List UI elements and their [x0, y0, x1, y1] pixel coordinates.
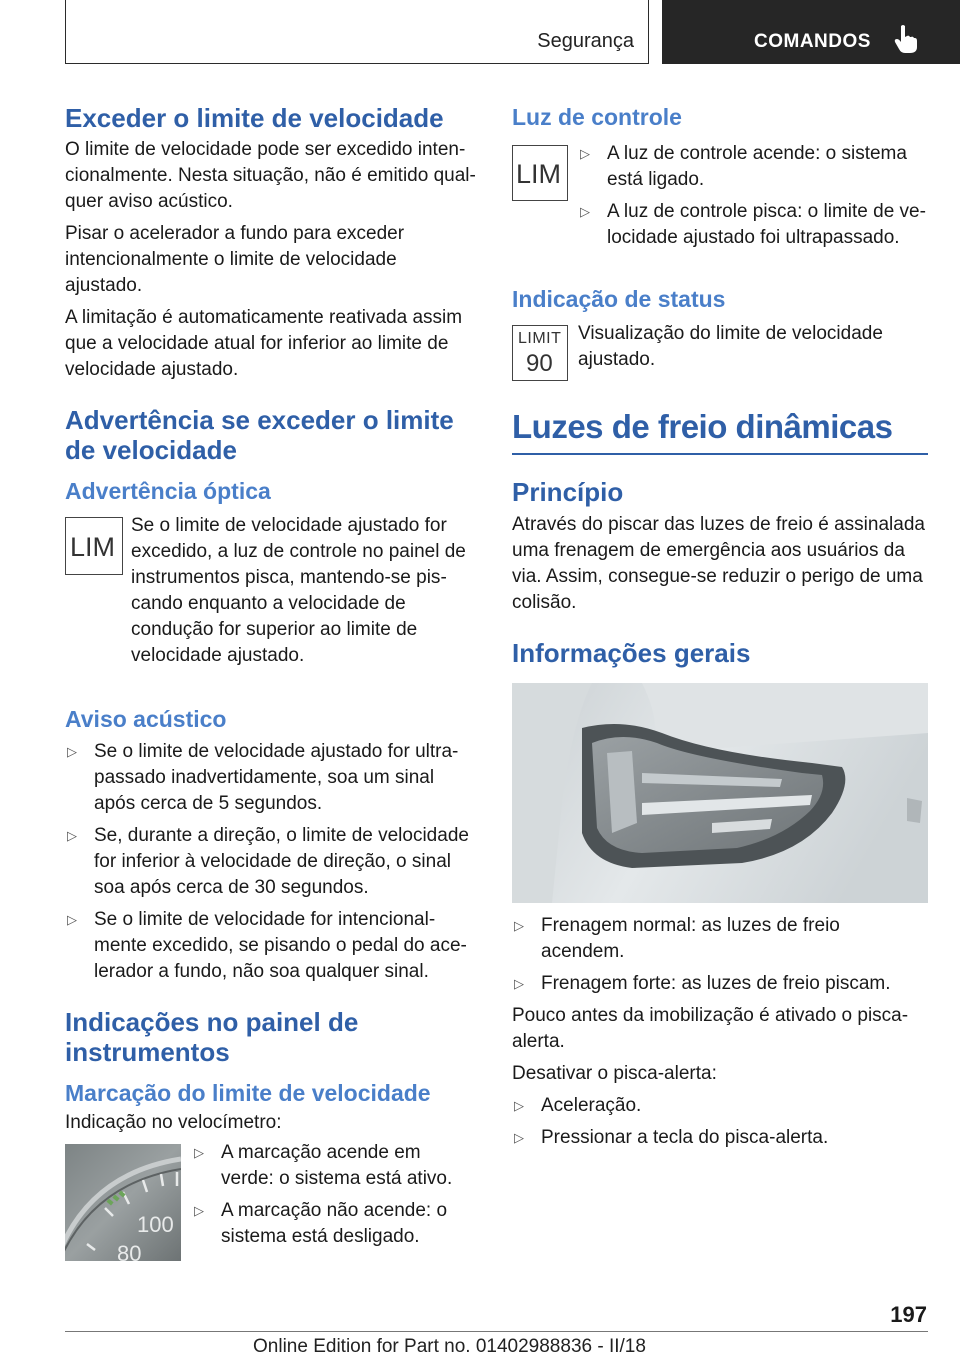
paragraph: Indicação no velocímetro: [65, 1112, 282, 1133]
heading-warning: Advertência se exceder o limite de velocidade [65, 405, 454, 465]
hazard-list [512, 1093, 928, 1151]
list-item: ▷ A marcação não acende: o sistema está desligado. [192, 1198, 478, 1250]
left-column [65, 103, 478, 1260]
heading-control-light: Luz de controle [512, 104, 682, 130]
control-light-block [512, 141, 928, 271]
mark-list [192, 1140, 478, 1250]
svg-text:80: 80 [117, 1241, 142, 1261]
status-block [512, 321, 928, 381]
chapter-tab-label: COMANDOS [754, 31, 871, 52]
list-item: ▷ A luz de controle pisca: o limite de velocidade ajustado foi ultrapassado. [578, 199, 928, 251]
page-number: 197 [890, 1302, 927, 1327]
paragraph: A limitação é automaticamente reativada assim que a velocidade atual for inferior ao limite de velocidade ajustado. [65, 307, 463, 380]
speedo-block [65, 1140, 478, 1260]
svg-text:100: 100 [137, 1212, 174, 1237]
paragraph-hazard-off: Desativar o pisca-alerta: [512, 1062, 717, 1084]
heading-exceed-limit: Exceder o limite de velocidade [65, 103, 444, 133]
list-item: ▷ Se o limite de velocidade for intencionalmente excedido, se pisando o pedal do acelerador a fundo, não soa qualquer sinal. [65, 907, 478, 985]
list-item: ▷ A luz de controle acende: o sistema está ligado. [578, 141, 928, 193]
section-tab [65, 0, 649, 64]
section-tab-label: Segurança [537, 30, 634, 52]
paragraph-principle: Através do piscar das luzes de freio é assinalada uma frenagem de emergência aos usuários da via. Assim, consegue-se reduzir o perigo de uma colisão. [512, 513, 925, 613]
footer-rule [65, 1331, 928, 1332]
acoustic-list [65, 739, 478, 985]
paragraph-hazard: Pouco antes da imobilização é ativado o pisca-alerta. [512, 1004, 909, 1052]
optic-block [65, 513, 478, 669]
tail-light-image [512, 683, 928, 903]
heading-acoustic-warning: Aviso acústico [65, 706, 227, 732]
list-item: ▷ Se, durante a direção, o limite de velocidade for inferior à velocidade de direção, o sinal soa após cerca de 30 segundos. [65, 823, 478, 901]
list-item: ▷ Frenagem forte: as luzes de freio piscam. [512, 971, 928, 997]
paragraph: Pisar o acelerador a fundo para exceder intencionalmente o limite de velocidade ajustado. [65, 223, 405, 296]
heading-general-info: Informações gerais [512, 637, 751, 668]
lim-indicator-icon: LIM [65, 517, 123, 575]
heading-instrument-panel: Indicações no painel de instrumentos [65, 1007, 359, 1067]
brake-list [512, 913, 928, 997]
list-item: ▷ A marcação acende em verde: o sistema está ativo. [192, 1140, 478, 1192]
right-column [512, 103, 928, 1151]
list-item: ▷ Frenagem normal: as luzes de freio acendem. [512, 913, 928, 965]
list-item: ▷ Aceleração. [512, 1093, 928, 1119]
list-item: ▷ Se o limite de velocidade ajustado for ultrapassado inadvertidamente, soa um sinal após cerca de 5 segundos. [65, 739, 478, 817]
heading-optical-warning: Advertência óptica [65, 478, 271, 504]
heading-status: Indicação de status [512, 286, 726, 312]
paragraph-status: Visualização do limite de velocidade ajustado. [578, 323, 883, 370]
heading-rule [512, 453, 928, 455]
control-light-list [578, 141, 928, 251]
paragraph: O limite de velocidade pode ser excedido intencionalmente. Nesta situação, não é emitido qualquer aviso acústico. [65, 139, 476, 212]
heading-principle: Princípio [512, 476, 624, 507]
speedometer-image [65, 1144, 181, 1261]
paragraph-optic: Se o limite de velocidade ajustado for excedido, a luz de controle no painel de instrumentos pisca, mantendo-se piscando enquanto a velocidade de condução for superior ao limite de velocidade ajustado. [131, 515, 466, 666]
heading-speed-mark: Marcação do limite de velocidade [65, 1080, 431, 1106]
list-item: ▷ Pressionar a tecla do pisca-alerta. [512, 1125, 928, 1151]
lim-indicator-icon: LIM [512, 145, 568, 201]
hand-pointer-icon [893, 24, 919, 54]
edition-note: Online Edition for Part no. 01402988836 - II/18 [253, 1336, 646, 1357]
limit-90-icon: LIMIT 90 [512, 325, 568, 381]
heading-dynamic-brake-lights: Luzes de freio dinâmicas [512, 408, 893, 445]
